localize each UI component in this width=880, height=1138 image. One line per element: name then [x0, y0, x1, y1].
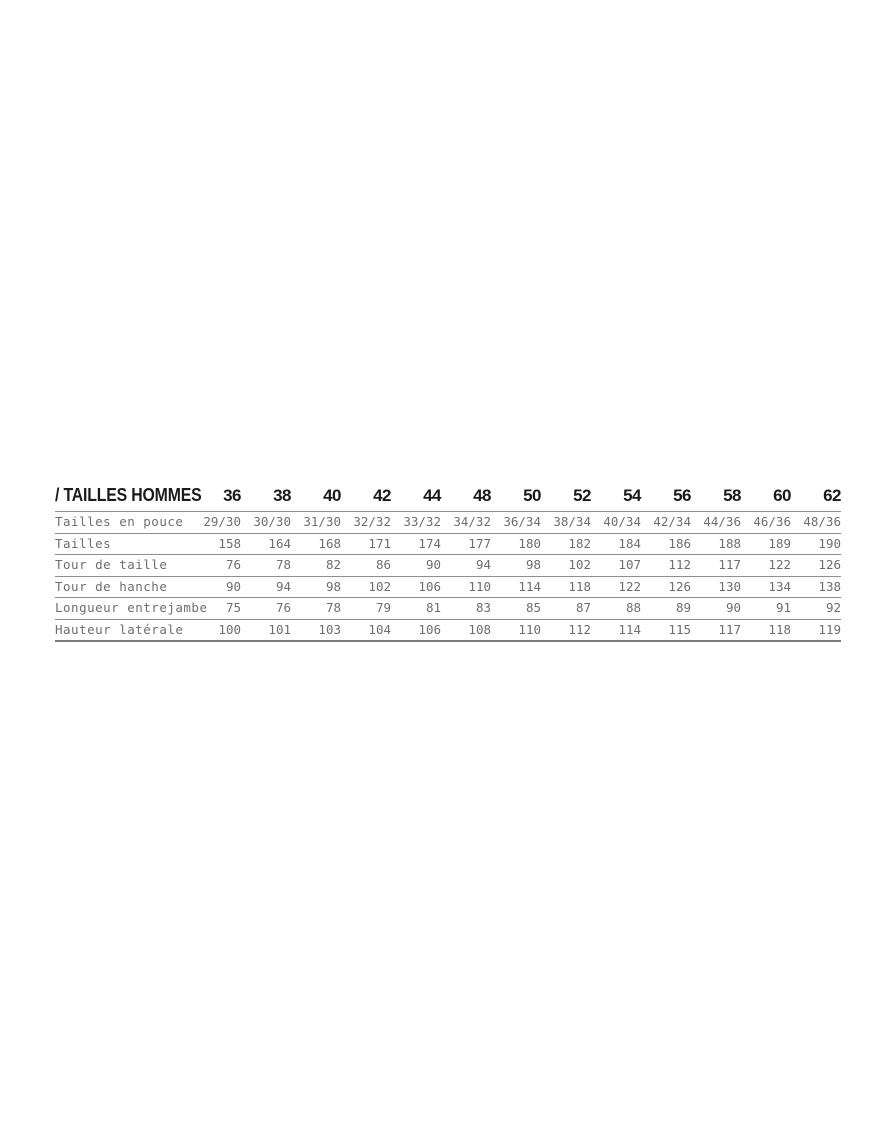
table-cell: 177	[468, 535, 491, 551]
size-column-header: 60	[773, 486, 791, 505]
mens-size-table	[55, 485, 841, 642]
table-cell: 184	[618, 535, 641, 551]
table-cell: 119	[818, 621, 841, 637]
table-cell: 138	[818, 578, 841, 594]
table-cell: 98	[325, 578, 341, 594]
table-cell: 94	[275, 578, 291, 594]
table-cell: 42/34	[653, 514, 691, 529]
table-cell: 76	[275, 600, 291, 615]
table-cell: 118	[568, 578, 591, 594]
table-cell: 87	[575, 600, 591, 615]
table-cell: 100	[218, 621, 241, 637]
table-cell: 112	[668, 557, 691, 572]
table-cell: 82	[325, 557, 341, 572]
table-cell: 118	[768, 621, 791, 637]
table-cell: 174	[418, 535, 441, 551]
table-cell: 81	[425, 600, 441, 615]
table-cell: 110	[518, 621, 541, 637]
table-cell: 90	[725, 600, 741, 615]
table-cell: 30/30	[253, 514, 291, 529]
table-cell: 38/34	[553, 514, 591, 529]
table-cell: 89	[675, 600, 691, 615]
table-cell: 186	[668, 535, 691, 551]
row-label: Tailles en pouce	[55, 514, 184, 529]
table-cell: 182	[568, 535, 591, 551]
table-row	[55, 512, 841, 534]
table-cell: 106	[418, 621, 441, 637]
table-cell: 114	[618, 621, 641, 637]
size-column-header: 48	[473, 486, 491, 505]
table-cell: 122	[618, 578, 641, 594]
table-cell: 76	[225, 557, 241, 572]
table-cell: 85	[525, 600, 541, 615]
table-cell: 189	[768, 535, 791, 551]
table-cell: 122	[768, 557, 791, 572]
size-column-header: 42	[373, 486, 391, 505]
table-cell: 117	[718, 557, 741, 572]
table-cell: 86	[375, 557, 391, 572]
table-cell: 117	[718, 621, 741, 637]
table-cell: 83	[475, 600, 491, 615]
size-table-header-row	[55, 485, 841, 512]
table-cell: 164	[268, 535, 291, 551]
table-cell: 29/30	[203, 514, 241, 529]
table-cell: 91	[775, 600, 791, 615]
table-cell: 188	[718, 535, 741, 551]
table-cell: 33/32	[403, 514, 441, 529]
table-cell: 101	[268, 621, 291, 637]
size-column-header: 40	[323, 486, 341, 505]
row-label: Tour de hanche	[55, 578, 168, 594]
table-cell: 34/32	[453, 514, 491, 529]
table-cell: 92	[825, 600, 841, 615]
table-row	[55, 555, 841, 577]
table-cell: 180	[518, 535, 541, 551]
row-label: Tailles	[55, 535, 112, 551]
row-label: Longueur entrejambe	[55, 600, 208, 615]
table-cell: 106	[418, 578, 441, 594]
table-cell: 94	[475, 557, 491, 572]
table-cell: 90	[425, 557, 441, 572]
table-row	[55, 598, 841, 620]
table-cell: 90	[225, 578, 241, 594]
table-cell: 130	[718, 578, 741, 594]
size-column-header: 38	[273, 486, 291, 505]
table-cell: 190	[818, 535, 841, 551]
size-column-header: 44	[423, 486, 441, 505]
table-cell: 40/34	[603, 514, 641, 529]
table-cell: 158	[218, 535, 241, 551]
table-cell: 168	[318, 535, 341, 551]
size-column-header: 54	[623, 486, 641, 505]
table-cell: 103	[318, 621, 341, 637]
row-label: Tour de taille	[55, 557, 168, 572]
size-column-header: 56	[673, 486, 691, 505]
table-cell: 102	[568, 557, 591, 572]
table-row	[55, 534, 841, 556]
table-cell: 112	[568, 621, 591, 637]
size-column-header: 36	[223, 486, 241, 505]
size-column-header: 52	[573, 486, 591, 505]
table-cell: 75	[225, 600, 241, 615]
table-cell: 102	[368, 578, 391, 594]
table-cell: 104	[368, 621, 391, 637]
row-label: Hauteur latérale	[55, 621, 184, 637]
size-column-header: 50	[523, 486, 541, 505]
table-cell: 48/36	[803, 514, 841, 529]
table-cell: 44/36	[703, 514, 741, 529]
size-column-header: 58	[723, 486, 741, 505]
table-cell: 78	[325, 600, 341, 615]
table-cell: 78	[275, 557, 291, 572]
table-row	[55, 620, 841, 643]
table-cell: 107	[618, 557, 641, 572]
size-column-header: 62	[823, 486, 841, 505]
table-cell: 31/30	[303, 514, 341, 529]
table-cell: 36/34	[503, 514, 541, 529]
table-cell: 79	[375, 600, 391, 615]
table-cell: 114	[518, 578, 541, 594]
table-cell: 88	[625, 600, 641, 615]
table-cell: 126	[818, 557, 841, 572]
table-cell: 46/36	[753, 514, 791, 529]
table-cell: 110	[468, 578, 491, 594]
table-cell: 32/32	[353, 514, 391, 529]
table-cell: 171	[368, 535, 391, 551]
table-cell: 134	[768, 578, 791, 594]
table-cell: 115	[668, 621, 691, 637]
table-cell: 126	[668, 578, 691, 594]
table-cell: 98	[525, 557, 541, 572]
table-row	[55, 577, 841, 599]
table-cell: 108	[468, 621, 491, 637]
table-title: / TAILLES HOMMES	[55, 485, 202, 505]
